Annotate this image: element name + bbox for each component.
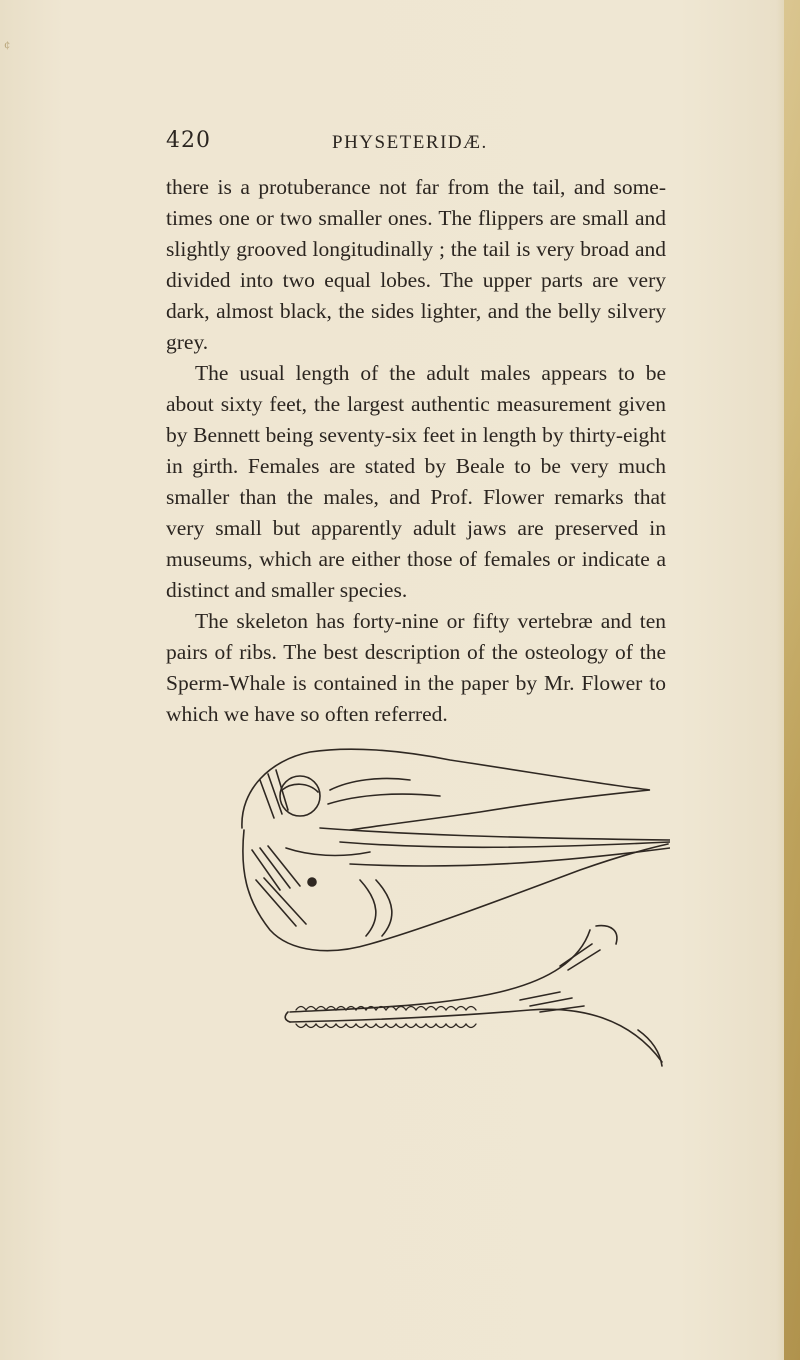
running-head: PHYSETERIDÆ. [332,132,488,153]
body-text [166,172,666,730]
skull-illustration [200,730,670,1090]
page-number: 420 [166,128,211,153]
paragraph-1: there is a protuberance not far from the tail, and some-times one or two smaller ones. The flippers are small and slightly grooved longitudinally ; the tail is very broad and divided into two equal lobes. The upper parts are very dark, almost black, the sides lighter, and the belly silvery grey. [166,175,666,354]
sperm-whale-skull-icon [200,730,670,1090]
paragraph-3: The skeleton has forty-nine or fifty vertebræ and ten pairs of ribs. The best description of the osteology of the Sperm-Whale is contained in the paper by Mr. Flower to which we have so often referred. [166,609,666,726]
page-header [0,128,800,168]
paragraph-2: The usual length of the adult males appears to be about sixty feet, the largest authentic measurement given by Bennett being seventy-six feet in length by thirty-eight in girth. Females are stated by Beale to be very much smaller than the males, and Prof. Flower remarks that very small but apparently adult jaws are preserved in museums, which are either those of females or indicate a distinct and smaller species. [166,361,666,602]
page-edge-stain [784,0,800,1360]
margin-mark: ¢ [4,40,11,51]
